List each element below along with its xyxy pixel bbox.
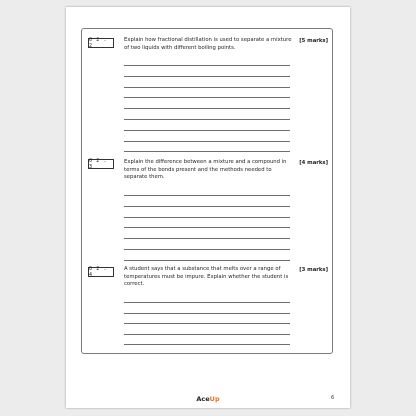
answer-line (124, 238, 290, 239)
answer-line (124, 313, 290, 314)
marks-label: [4 marks] (299, 160, 328, 166)
page-number: 6 (331, 395, 335, 401)
answer-line (124, 151, 290, 152)
question-number-box: 0 2 . 3 (88, 159, 114, 169)
question-text: Explain the difference between a mixture and a compound in terms of the bonds present and the methods needed to separate them. (124, 159, 287, 180)
answer-line (124, 87, 290, 88)
answer-line (124, 108, 290, 109)
questions-frame (81, 28, 333, 354)
aceup-logo (66, 395, 350, 403)
logo-text-up: Up (209, 395, 220, 403)
answer-line (124, 217, 290, 218)
answer-line (124, 344, 290, 345)
answer-line (124, 302, 290, 303)
marks-label: [3 marks] (299, 267, 328, 273)
exam-page (66, 7, 350, 408)
marks-label: [5 marks] (299, 38, 328, 44)
question-text: Explain how fractional distillation is used to separate a mixture of two liquids with different boiling points. (124, 37, 292, 51)
question-text: A student says that a substance that melts over a range of temperatures must be impure. Explain whether the student is correct. (124, 266, 289, 287)
answer-line (124, 195, 290, 196)
answer-line (124, 249, 290, 250)
answer-line (124, 227, 290, 228)
answer-line (124, 206, 290, 207)
answer-line (124, 97, 290, 98)
question-number-box: 0 2 . 4 (88, 267, 114, 277)
answer-line (124, 76, 290, 77)
answer-line (124, 65, 290, 66)
question-number-box: 0 2 . 2 (88, 38, 114, 48)
answer-line (124, 323, 290, 324)
logo-text-ace: Ace (196, 395, 210, 403)
answer-line (124, 260, 290, 261)
answer-line (124, 130, 290, 131)
answer-line (124, 334, 290, 335)
answer-line (124, 119, 290, 120)
answer-line (124, 141, 290, 142)
